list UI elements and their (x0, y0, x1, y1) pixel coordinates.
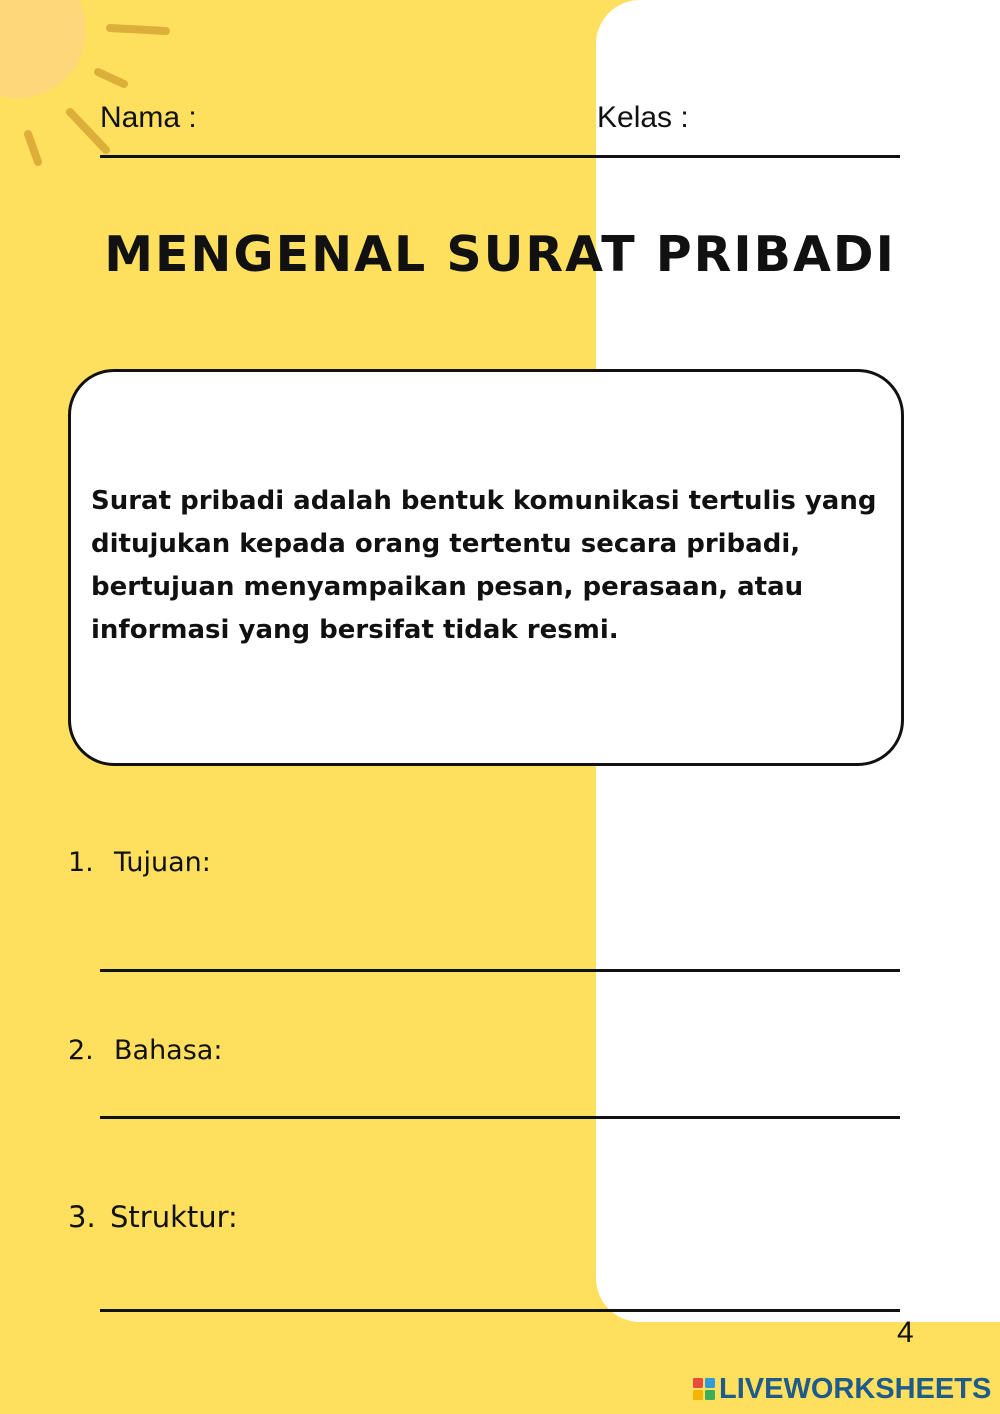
question-2 (68, 1035, 222, 1066)
question-number: 2. (68, 1035, 94, 1066)
question-1 (68, 847, 211, 878)
page-number: 4 (897, 1316, 914, 1349)
question-label: Tujuan: (114, 847, 211, 878)
definition-text: Surat pribadi adalah bentuk komunikasi tertulis yang ditujukan kepada orang tertentu secara pribadi, bertujuan menyampaikan pesan, perasaan, atau informasi yang bersifat tidak resmi. (91, 486, 877, 645)
brand-text: LIVEWORKSHEETS (719, 1372, 992, 1405)
class-label: Kelas : (597, 101, 689, 134)
definition-box (68, 369, 904, 766)
question-label: Struktur: (110, 1200, 238, 1234)
name-class-input-line[interactable] (100, 155, 900, 158)
question-number: 1. (68, 847, 94, 878)
page-title: MENGENAL SURAT PRIBADI (104, 226, 896, 283)
liveworksheets-brand[interactable] (692, 1372, 991, 1406)
name-label: Nama : (100, 101, 197, 134)
answer-line-1[interactable] (100, 969, 900, 972)
question-3 (68, 1200, 238, 1234)
question-number: 3. (68, 1200, 96, 1234)
liveworksheets-logo-icon (692, 1377, 716, 1401)
sun-icon (0, 0, 200, 180)
answer-line-2[interactable] (100, 1116, 900, 1119)
answer-line-3[interactable] (100, 1309, 900, 1312)
question-label: Bahasa: (114, 1035, 223, 1066)
